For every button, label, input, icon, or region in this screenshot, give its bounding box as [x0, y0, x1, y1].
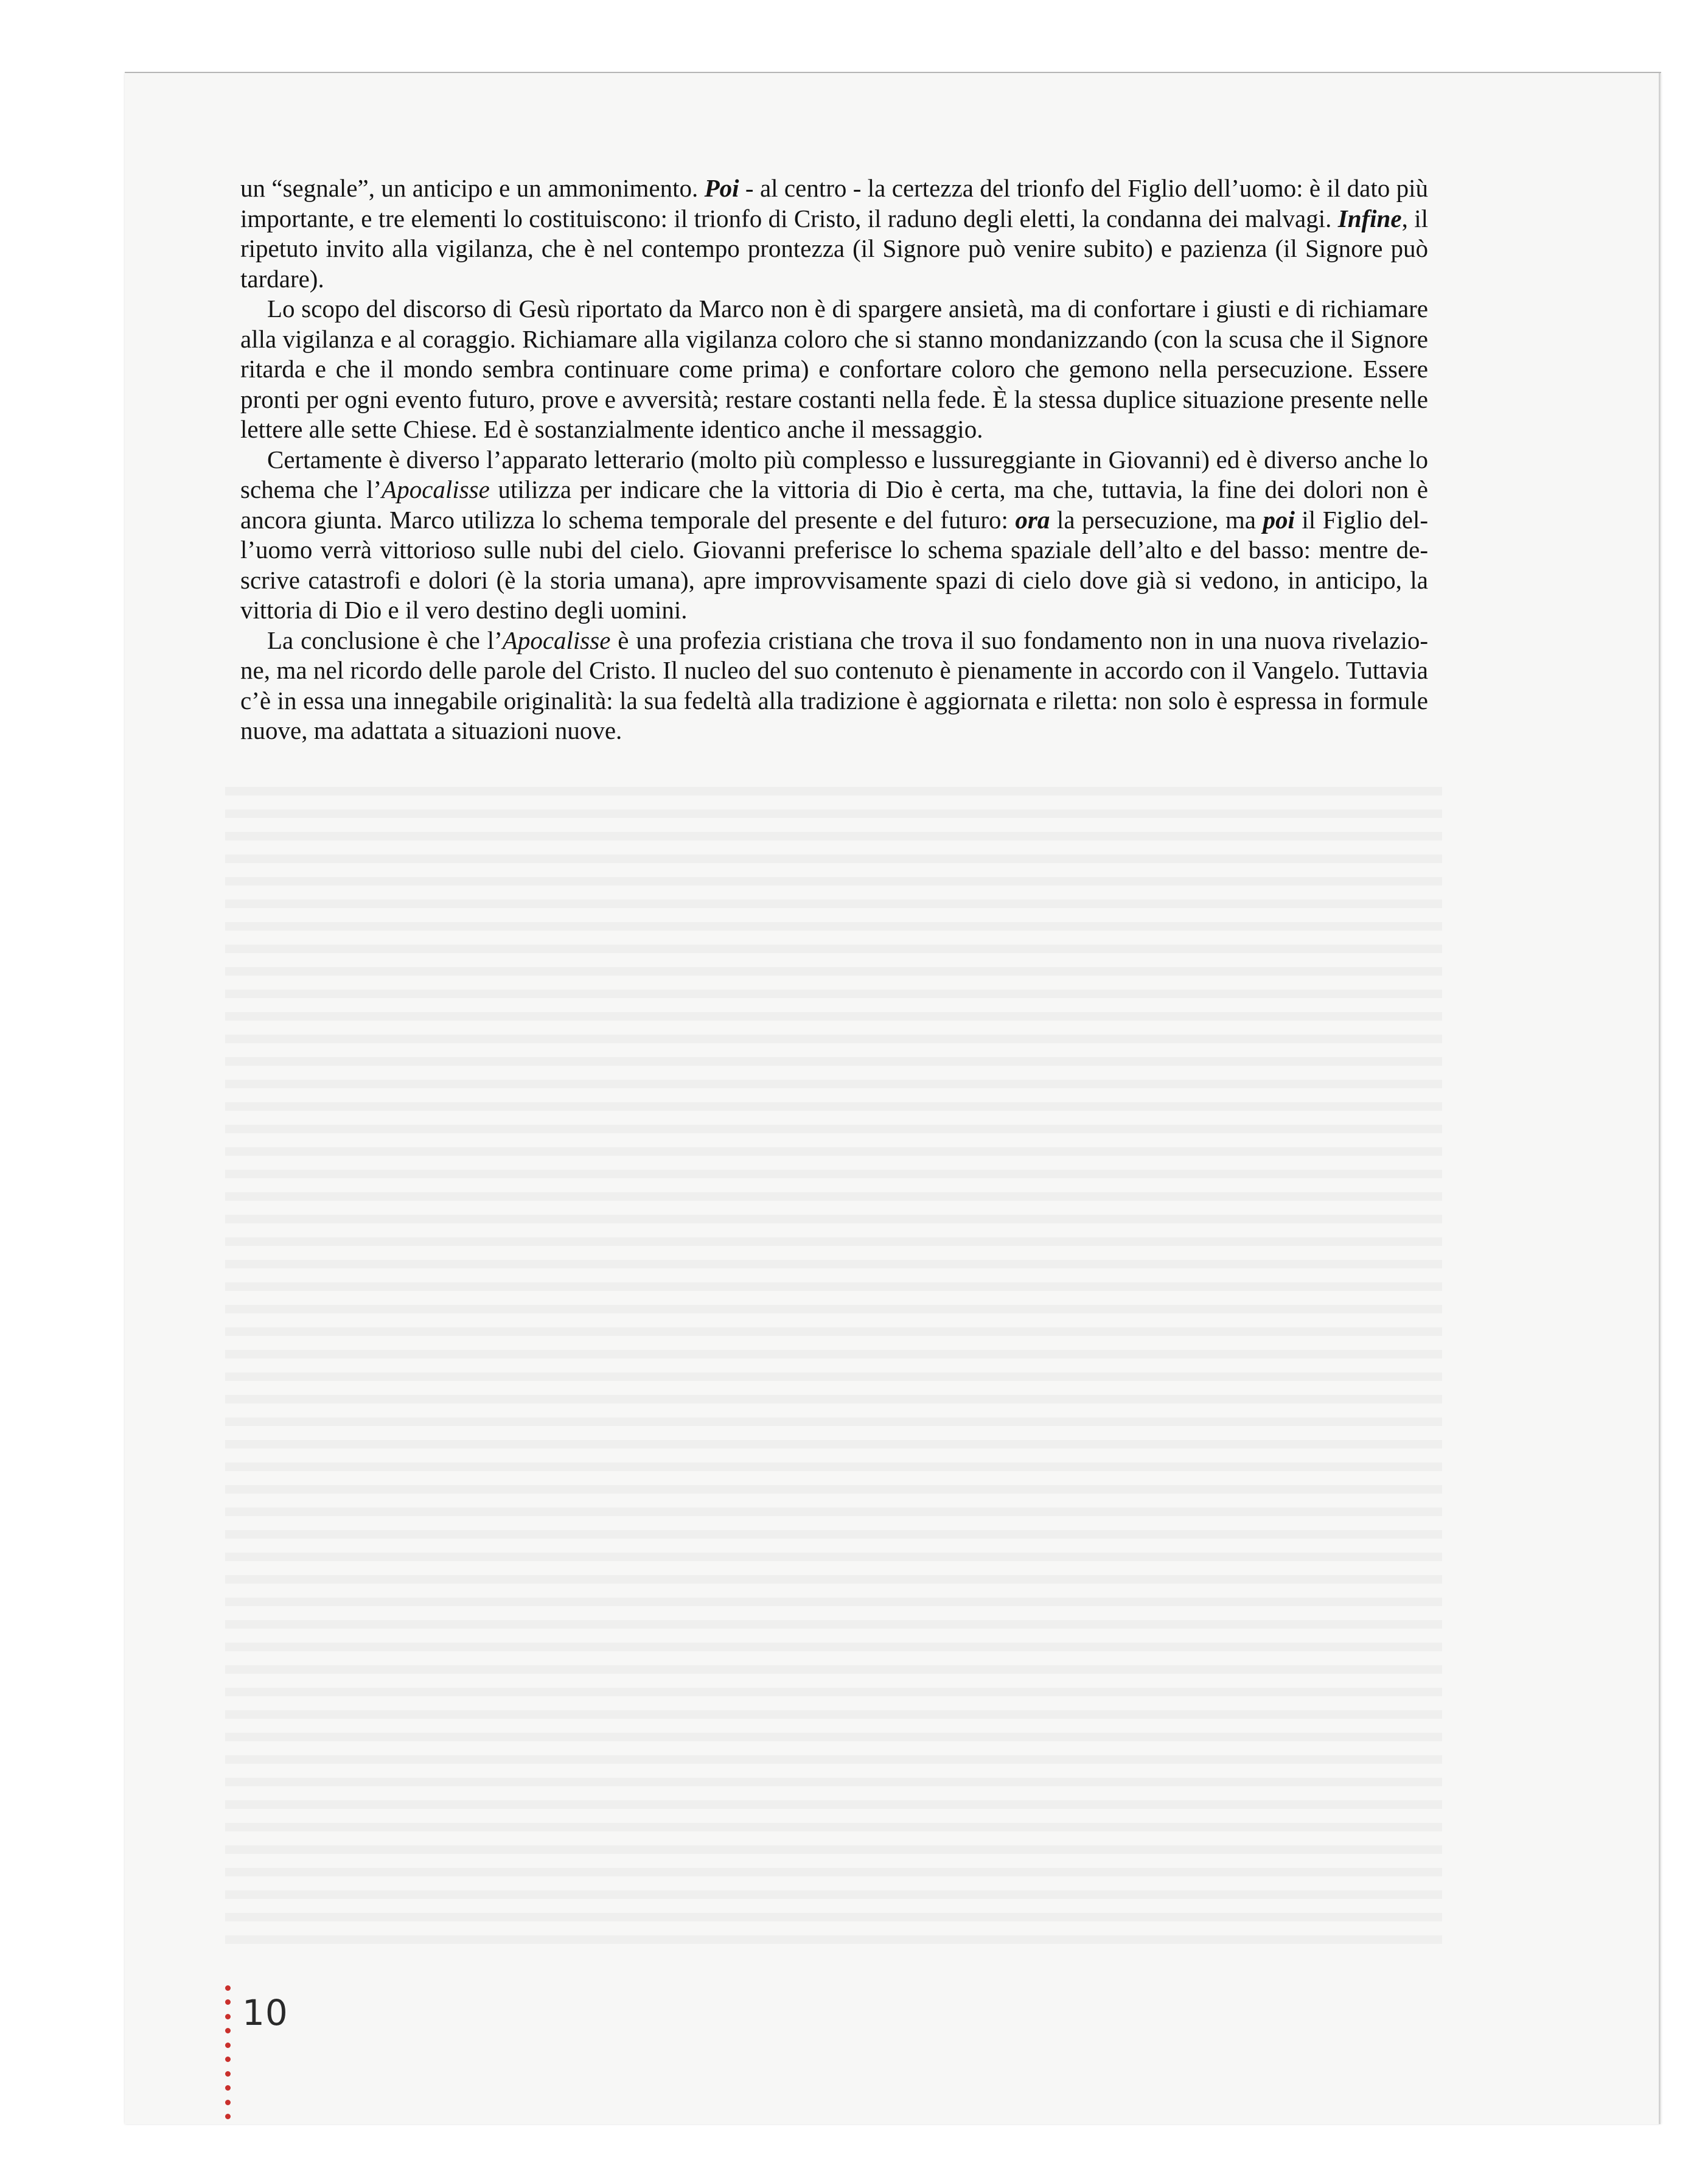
- body-text: [240, 173, 1428, 746]
- text-segment: Lo scopo del discorso di Gesù riportato da Marco non è di spargere ansietà, ma di confortare i giusti e di richiamare alla vigilanza e al coraggio. Richiamare alla vigilanza coloro che si stanno mondanizzando (con la scusa che il Signore ritarda e che il mondo sembra continuare come prima) e confortare coloro che gemono nella persecuzione. Essere pronti per ogni evento futuro, prove e avversità; restare costanti nella fede. È la stessa duplice situazione presente nelle lettere alle sette Chiese. Ed è sostanzialmente identico anche il messaggio.: [240, 295, 1428, 443]
- text-segment: il Figlio dell’uomo verrà vittorioso sulle nubi del cielo. Giovanni preferisce lo schema spaziale dell’alto e del basso: mentre descrive catastrofi e dolori (è la storia umana), apre improvvisamente spazi di cielo dove già si vedono, in anticipo, la vittoria di Dio e il vero destino degli uomini.: [240, 505, 1428, 624]
- paragraph-2: [240, 294, 1428, 445]
- paragraph-1: [240, 173, 1428, 294]
- text-segment: poi: [1263, 505, 1295, 534]
- page-edge-right: [1659, 73, 1661, 2124]
- paragraph-4: [240, 626, 1428, 746]
- text-segment: - al centro - la certezza del trionfo del Figlio dell’uomo: è il dato più importante, e tre elementi lo costituiscono: il trionfo di Cristo, il raduno degli eletti, la condanna dei malvagi.: [240, 174, 1428, 232]
- text-segment: Apocalisse: [382, 475, 490, 503]
- text-segment: La conclusione è che l’: [267, 626, 503, 654]
- text-segment: Apocalisse: [502, 626, 611, 654]
- text-segment: un “segnale”, un anticipo e un ammonimento.: [240, 174, 705, 202]
- text-segment: ora: [1015, 505, 1050, 534]
- text-segment: Infine: [1337, 204, 1402, 232]
- text-segment: , il ripetuto invito alla vigilanza, che è nel contempo prontezza (il Signore può venire subito) e pazienza (il Signore può tardare).: [240, 204, 1428, 293]
- page-number-dot-ornament: [225, 1985, 234, 2119]
- page-number: 10: [242, 1992, 288, 2033]
- text-segment: Certamente è diverso l’apparato letterario (molto più complesso e lussureggiante in Giovanni) ed è diverso anche lo schema che l’: [240, 445, 1428, 503]
- paragraph-3: [240, 445, 1428, 626]
- text-segment: utilizza per indicare che la vittoria di Dio è certa, ma che, tuttavia, la fine dei dolori non è ancora giunta. Marco utilizza lo schema temporale del presente e del futuro:: [240, 475, 1428, 534]
- text-segment: Poi: [704, 174, 739, 202]
- text-segment: la persecuzione, ma: [1050, 505, 1263, 534]
- text-segment: è una profezia cristiana che trova il suo fondamento non in una nuova rivelazione, ma nel ricordo delle parole del Cristo. Il nucleo del suo contenuto è pienamente in accordo con il Vangelo. Tuttavia c’è in essa una innegabile originalità: la sua fedeltà alla tradizione è aggiornata e riletta: non solo è espressa in formule nuove, ma adattata a situazioni nuove.: [240, 626, 1428, 744]
